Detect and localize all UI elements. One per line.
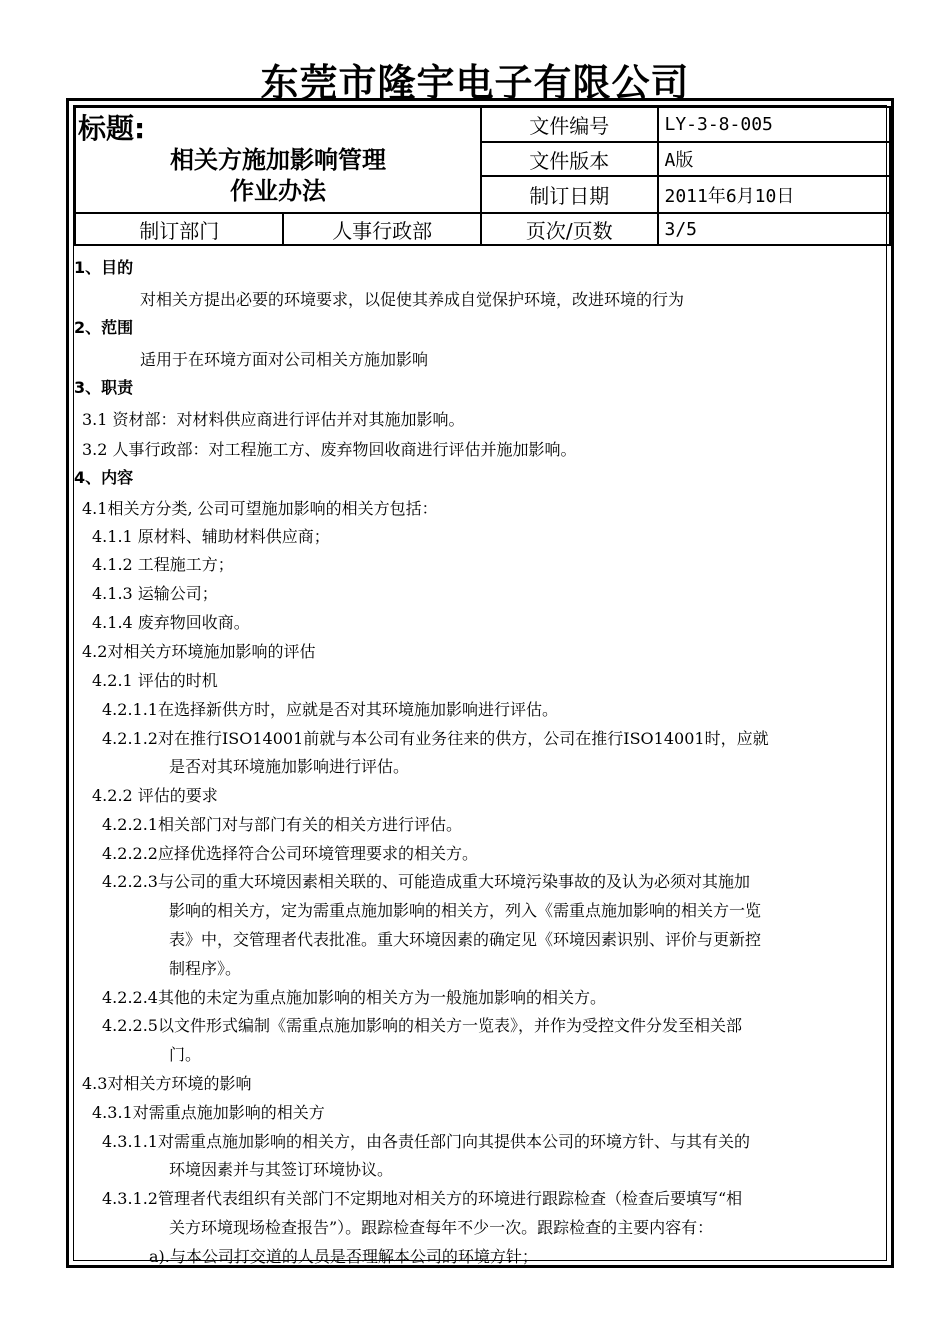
text-line: 3.1 资材部：对材料供应商进行评估并对其施加影响。 bbox=[82, 410, 465, 429]
doc-number-value: LY-3-8-005 bbox=[658, 107, 891, 142]
document-frame bbox=[66, 98, 894, 1268]
title-line-1: 相关方施加影响管理 bbox=[169, 146, 386, 174]
page-value: 3/5 bbox=[658, 213, 891, 245]
version-label: 文件版本 bbox=[481, 142, 658, 176]
version-value: A版 bbox=[658, 142, 891, 176]
text-line: 4.2.2.2应择优选择符合公司环境管理要求的相关方。 bbox=[102, 844, 478, 863]
document-inner-border bbox=[73, 105, 887, 1266]
section-heading: 4、内容 bbox=[74, 468, 134, 487]
text-line: 4.3对相关方环境的影响 bbox=[82, 1074, 252, 1093]
title-line-2: 作业办法 bbox=[229, 177, 326, 205]
text-line: 4.3.1对需重点施加影响的相关方 bbox=[92, 1103, 325, 1122]
doc-number-label: 文件编号 bbox=[481, 107, 658, 142]
section-heading: 1、目的 bbox=[74, 258, 134, 277]
text-line: 对相关方提出必要的环境要求，以促使其养成自觉保护环境，改进环境的行为 bbox=[140, 290, 685, 309]
title-label: 标题: bbox=[78, 112, 146, 145]
text-line: 影响的相关方，定为需重点施加影响的相关方，列入《需重点施加影响的相关方一览 bbox=[169, 901, 762, 920]
text-line: 表》中，交管理者代表批准。重大环境因素的确定见《环境因素识别、评价与更新控 bbox=[169, 930, 762, 949]
text-line: 4.2对相关方环境施加影响的评估 bbox=[82, 642, 316, 661]
text-line: 4.3.1.2管理者代表组织有关部门不定期地对相关方的环境进行跟踪检查（检查后要填写“相 bbox=[102, 1189, 743, 1208]
company-name: 东莞市隆宇电子有限公司 bbox=[260, 61, 690, 105]
text-line: 4.1.2 工程施工方； bbox=[92, 555, 234, 574]
text-line: 4.2.2.1相关部门对与部门有关的相关方进行评估。 bbox=[102, 815, 462, 834]
section-heading: 2、范围 bbox=[74, 318, 134, 337]
text-line: 4.2.2.5以文件形式编制《需重点施加影响的相关方一览表》，并作为受控文件分发至相关部 bbox=[102, 1016, 742, 1035]
header-table bbox=[74, 106, 891, 246]
text-line: 4.1相关方分类, 公司可望施加影响的相关方包括： bbox=[82, 499, 438, 518]
text-line: 制程序》。 bbox=[169, 959, 242, 978]
text-line: 4.1.3 运输公司； bbox=[92, 584, 218, 603]
text-line: 3.2 人事行政部：对工程施工方、废弃物回收商进行评估并施加影响。 bbox=[82, 440, 577, 459]
text-line: 环境因素并与其签订环境协议。 bbox=[169, 1160, 394, 1179]
text-line: 是否对其环境施加影响进行评估。 bbox=[169, 757, 410, 776]
text-line: 关方环境现场检查报告”）。跟踪检查每年不少一次。跟踪检查的主要内容有： bbox=[169, 1218, 714, 1237]
text-line: 适用于在环境方面对公司相关方施加影响 bbox=[140, 350, 429, 369]
page-label: 页次/页数 bbox=[481, 213, 658, 245]
section-heading: 3、职责 bbox=[74, 378, 134, 397]
text-line: 4.1.1 原材料、辅助材料供应商； bbox=[92, 527, 330, 546]
dept-value: 人事行政部 bbox=[283, 213, 480, 245]
text-line: 4.2.2 评估的要求 bbox=[92, 786, 218, 805]
date-label: 制订日期 bbox=[481, 176, 658, 213]
dept-label: 制订部门 bbox=[75, 213, 283, 245]
date-value: 2011年6月10日 bbox=[658, 176, 891, 213]
text-line: 门。 bbox=[169, 1045, 202, 1064]
text-line: 4.2.1.1在选择新供方时，应就是否对其环境施加影响进行评估。 bbox=[102, 700, 558, 719]
text-line: 4.1.4 废弃物回收商。 bbox=[92, 613, 250, 632]
text-line: 4.3.1.1对需重点施加影响的相关方，由各责任部门向其提供本公司的环境方针、与其有关的 bbox=[102, 1132, 750, 1151]
text-line: a).与本公司打交道的人员是否理解本公司的环境方针； bbox=[149, 1247, 538, 1266]
text-line: 4.2.2.3与公司的重大环境因素相关联的、可能造成重大环境污染事故的及认为必须对其施加 bbox=[102, 872, 750, 891]
text-line: 4.2.2.4其他的未定为重点施加影响的相关方为一般施加影响的相关方。 bbox=[102, 988, 606, 1007]
text-line: 4.2.1 评估的时机 bbox=[92, 671, 218, 690]
text-line: 4.2.1.2对在推行ISO14001前就与本公司有业务往来的供方，公司在推行ISO14001时，应就 bbox=[102, 729, 769, 748]
title-cell bbox=[75, 107, 481, 213]
